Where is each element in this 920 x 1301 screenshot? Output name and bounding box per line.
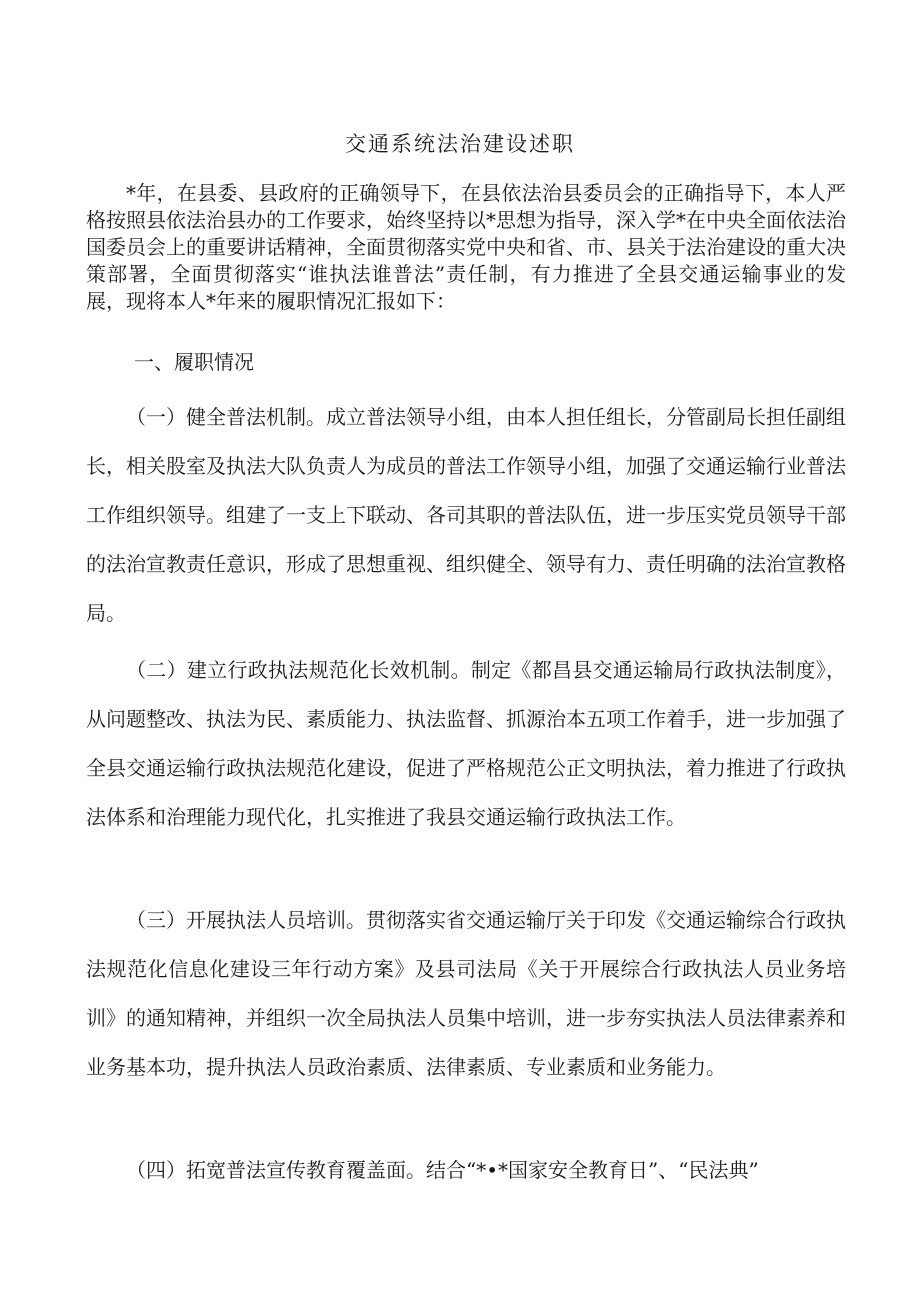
paragraph-4: （四）拓宽普法宣传教育覆盖面。结合“*•*国家安全教育日”、“民法典” [126,1158,759,1182]
document-title: 交通系统法治建设述职 [345,132,575,156]
section-heading: 一、履职情况 [134,350,254,374]
paragraph-3: （三）开展执法人员培训。贯彻落实省交通运输厅关于印发《交通运输综合行政执法规范化信息化建设三年行动方案》及县司法局《关于开展综合行政执法人员业务培训》的通知精神，并组织一次全局执法人员集中培训，进一步夯实执法人员法律素养和业务基本功，提升执法人员政治素质、法律素质、专业素质和业务能力。 [86,908,846,1079]
paragraph-2: （二）建立行政执法规范化长效机制。制定《都昌县交通运输局行政执法制度》，从问题整改、执法为民、素质能力、执法监督、抓源治本五项工作着手，进一步加强了全县交通运输行政执法规范化建设，促进了严格规范公正文明执法，着力推进了行政执法体系和治理能力现代化，扎实推进了我县交通运输行政执法工作。 [86,658,846,829]
paragraph-1: （一）健全普法机制。成立普法领导小组，由本人担任组长，分管副局长担任副组长，相关股室及执法大队负责人为成员的普法工作领导小组，加强了交通运输行业普法工作组织领导。组建了一支上下联动、各司其职的普法队伍，进一步压实党员领导干部的法治宣教责任意识，形成了思想重视、组织健全、领导有力、责任明确的法治宣教格局。 [86,405,846,625]
intro-paragraph: *年，在县委、县政府的正确领导下，在县依法治县委员会的正确指导下，本人严格按照县依法治县办的工作要求，始终坚持以*思想为指导，深入学*在中央全面依法治国委员会上的重要讲话精神，全面贯彻落实党中央和省、市、县关于法治建设的重大决策部署，全面贯彻落实“谁执法谁普法”责任制，有力推进了全县交通运输事业的发展，现将本人*年来的履职情况汇报如下： [86,181,846,313]
